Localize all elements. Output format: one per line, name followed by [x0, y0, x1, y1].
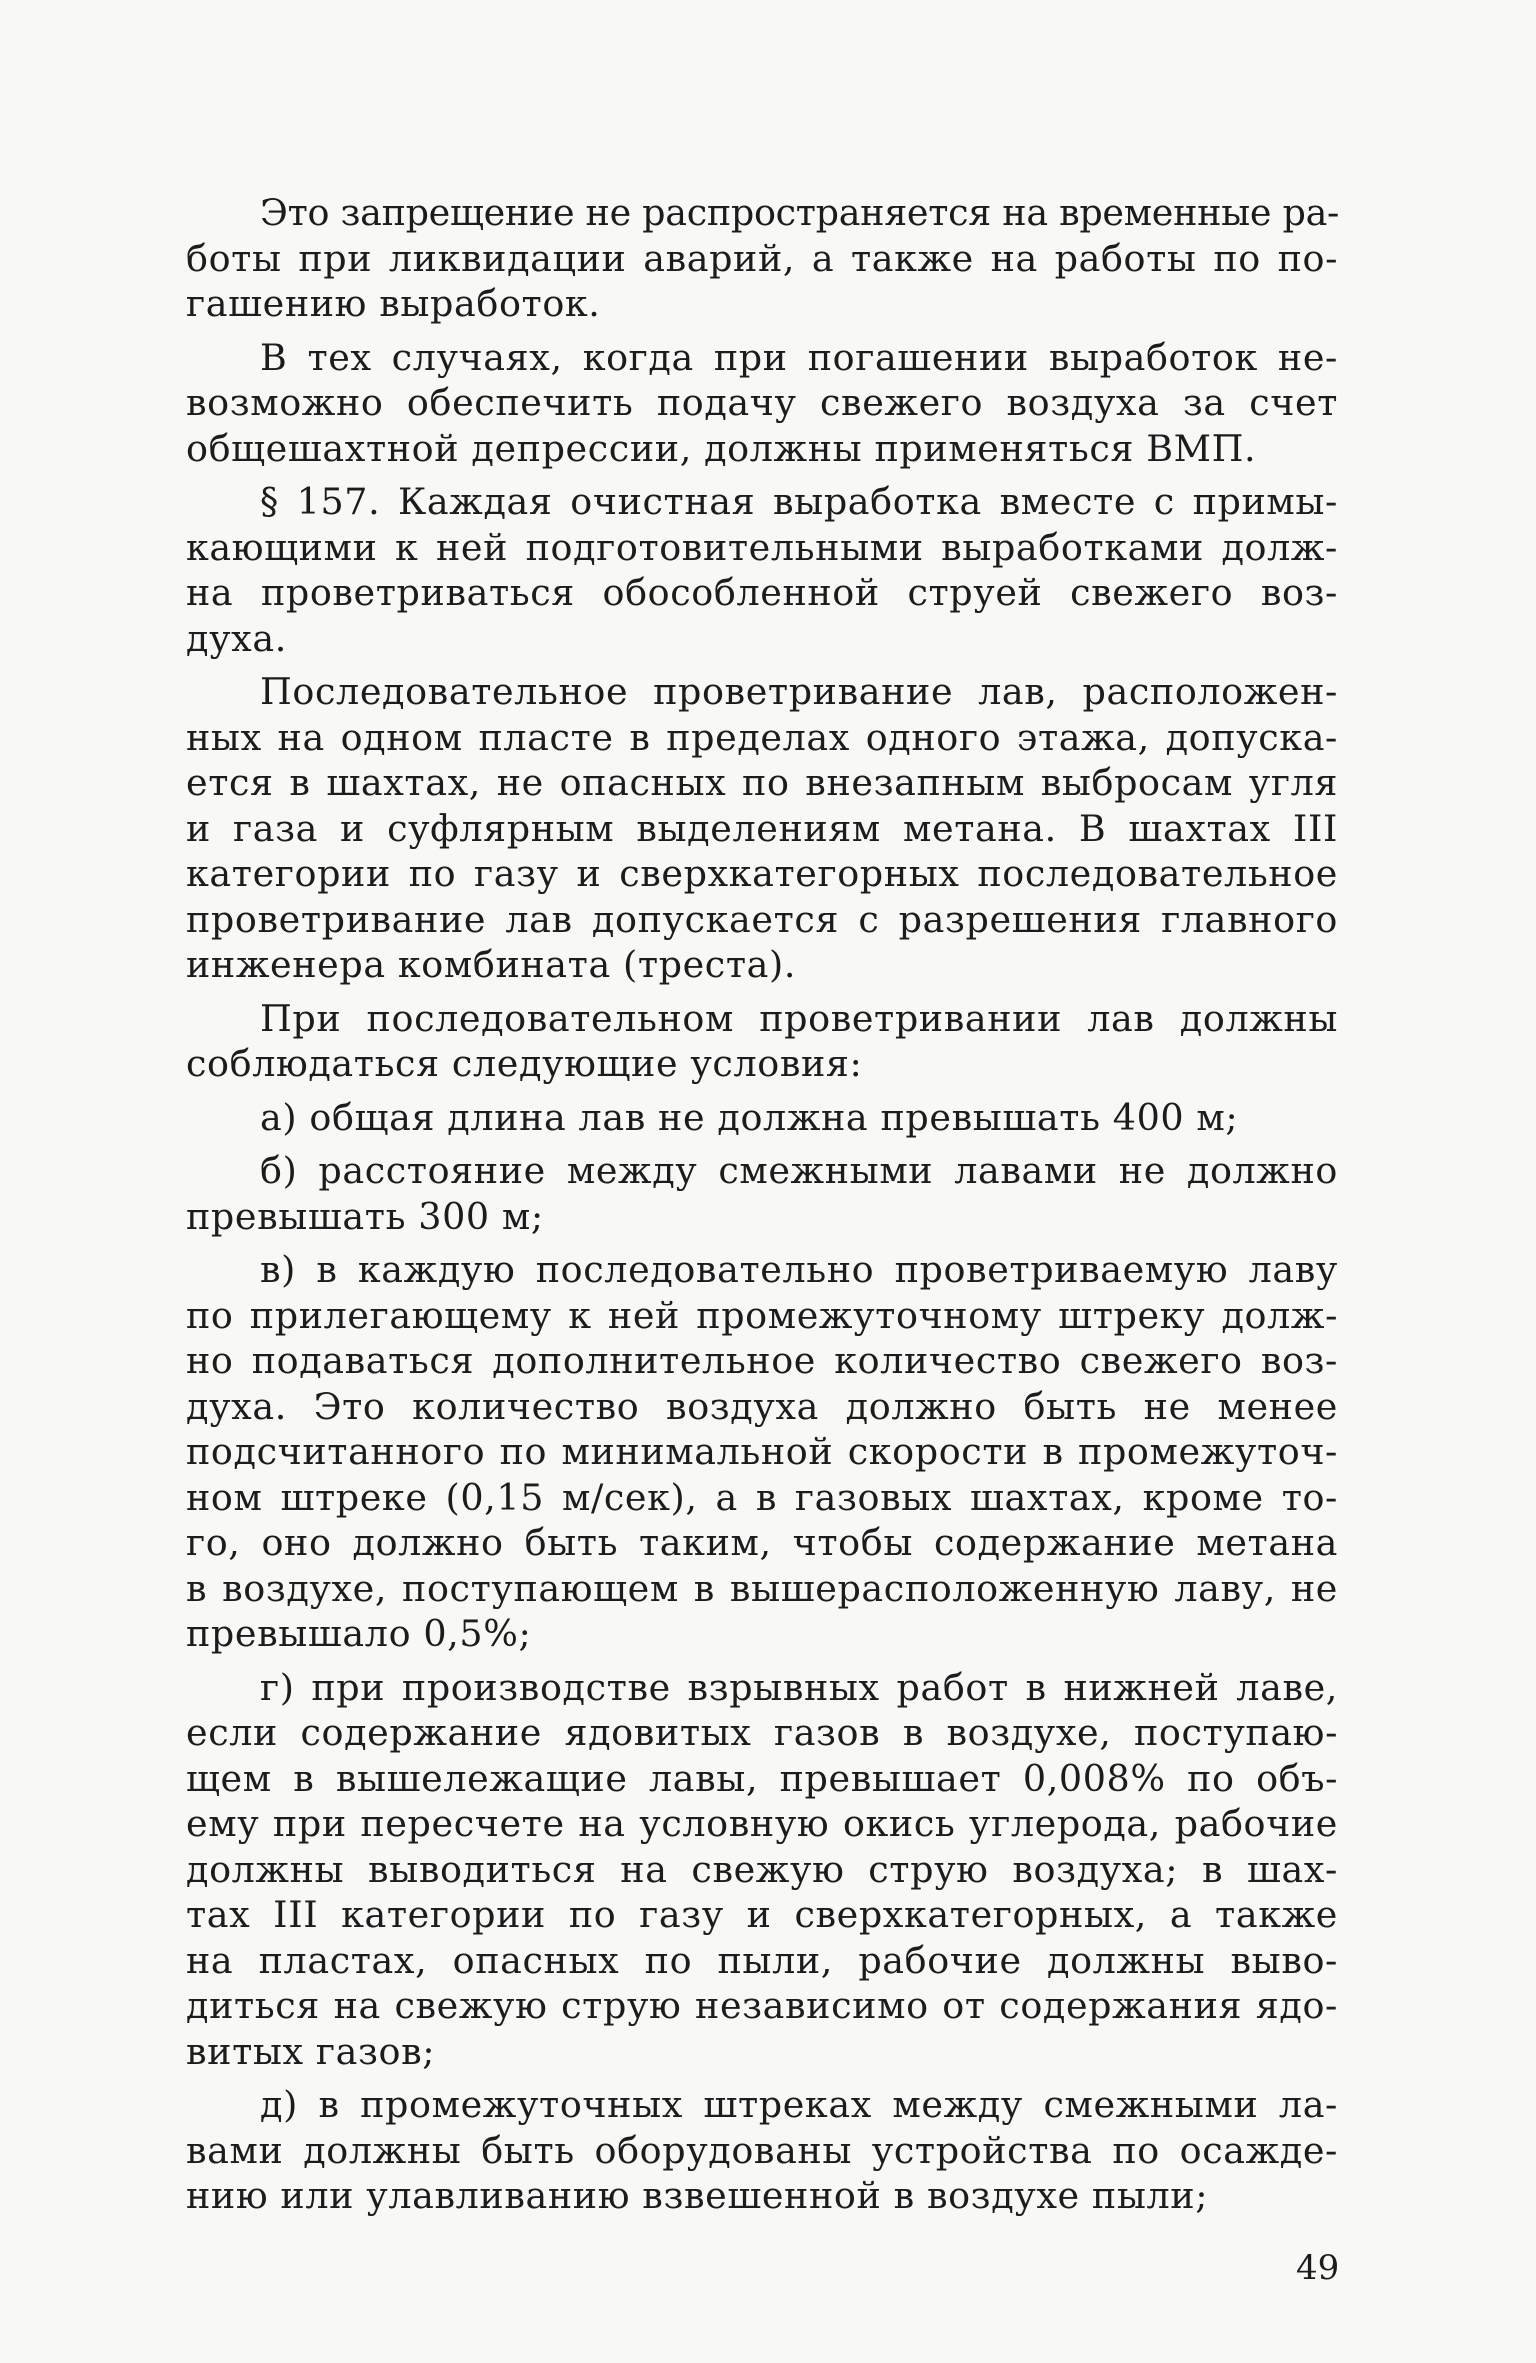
text-line: соблюдаться следующие условия: [186, 1042, 863, 1085]
body-text [186, 190, 1338, 2219]
text-line: В тех случаях, когда при погашении выработок не- [260, 335, 1338, 379]
text-line: б) расстояние между смежными лавами не должно [260, 1149, 1338, 1192]
paragraph [186, 1148, 1338, 1239]
text-line: и газа и суфлярным выделениям метана. В шахтах III [186, 806, 1338, 850]
paragraph [186, 1665, 1338, 2075]
text-line: если содержание ядовитых газов в воздухе, поступаю- [186, 1711, 1338, 1754]
text-line: диться на свежую струю независимо от содержания ядо- [186, 1984, 1338, 2027]
text-line: проветривание лав допускается с разрешения главного [186, 897, 1338, 941]
text-line: гашению выработок. [186, 282, 601, 325]
text-line: г) при производстве взрывных работ в нижней лаве, [260, 1665, 1338, 1709]
text-line: вами должны быть оборудованы устройства по осажде- [186, 2128, 1338, 2172]
text-line: в) в каждую последовательно проветриваемую лаву [260, 1248, 1338, 1291]
paragraph [186, 335, 1338, 472]
text-line: категории по газу и сверхкатегорных последовательное [186, 852, 1338, 895]
paragraph [186, 1247, 1338, 1657]
text-line: Это запрещение не распространяется на временные ра- [260, 191, 1340, 234]
text-line: д) в промежуточных штреках между смежными ла- [260, 2083, 1338, 2126]
text-line: общешахтной депрессии, должны применяться ВМП. [186, 426, 1257, 470]
text-line: а) общая длина лав не должна превышать 400 м; [260, 1095, 1239, 1139]
paragraph [186, 1095, 1338, 1141]
text-line: превышало 0,5%; [186, 1612, 532, 1655]
text-line: кающими к ней подготовительными выработками долж- [186, 525, 1338, 569]
text-line: по прилегающему к ней промежуточному штреку долж- [186, 1293, 1338, 1337]
paragraph [186, 190, 1338, 327]
text-line: превышать 300 м; [186, 1194, 544, 1238]
text-line: духа. Это количество воздуха должно быть не менее [186, 1384, 1338, 1428]
page-number: 49 [1296, 2248, 1340, 2288]
text-line: ется в шахтах, не опасных по внезапным выбросам угля [186, 761, 1338, 804]
paragraph [186, 2082, 1338, 2219]
text-line: инженера комбината (треста). [186, 943, 797, 986]
paragraph [186, 996, 1338, 1087]
text-line: на пластах, опасных по пыли, рабочие должны выво- [186, 1938, 1338, 1982]
text-line: тах III категории по газу и сверхкатегорных, а также [186, 1893, 1338, 1936]
text-line: возможно обеспечить подачу свежего воздуха за счет [186, 381, 1338, 424]
paragraph [186, 479, 1338, 661]
text-line: Последовательное проветривание лав, расположен- [260, 670, 1338, 713]
text-line: духа. [186, 616, 287, 660]
text-line: § 157. Каждая очистная выработка вместе с примы- [260, 480, 1338, 523]
text-line: подсчитанного по минимальной скорости в промежуточ- [186, 1430, 1338, 1473]
text-line: на проветриваться обособленной струей свежего воз- [186, 571, 1338, 614]
text-line: При последовательном проветривании лав должны [260, 996, 1338, 1040]
text-line: должны выводиться на свежую струю воздуха; в шах- [186, 1847, 1338, 1891]
text-line: ном штреке (0,15 м/сек), а в газовых шахтах, кроме то- [186, 1475, 1338, 1519]
text-line: ему при пересчете на условную окись углерода, рабочие [186, 1802, 1338, 1845]
text-line: го, оно должно быть таким, чтобы содержание метана [186, 1521, 1338, 1564]
text-line: ных на одном пласте в пределах одного этажа, допуска- [186, 715, 1338, 759]
text-line: но подаваться дополнительное количество свежего воз- [186, 1339, 1338, 1382]
text-line: щем в вышележащие лавы, превышает 0,008% по объ- [186, 1756, 1338, 1800]
text-line: витых газов; [186, 2029, 436, 2073]
text-line: в воздухе, поступающем в вышерасположенную лаву, не [186, 1566, 1338, 1610]
text-line: нию или улавливанию взвешенной в воздухе пыли; [186, 2174, 1209, 2217]
text-line: боты при ликвидации аварий, а также на работы по по- [186, 236, 1338, 280]
paragraph [186, 669, 1338, 988]
